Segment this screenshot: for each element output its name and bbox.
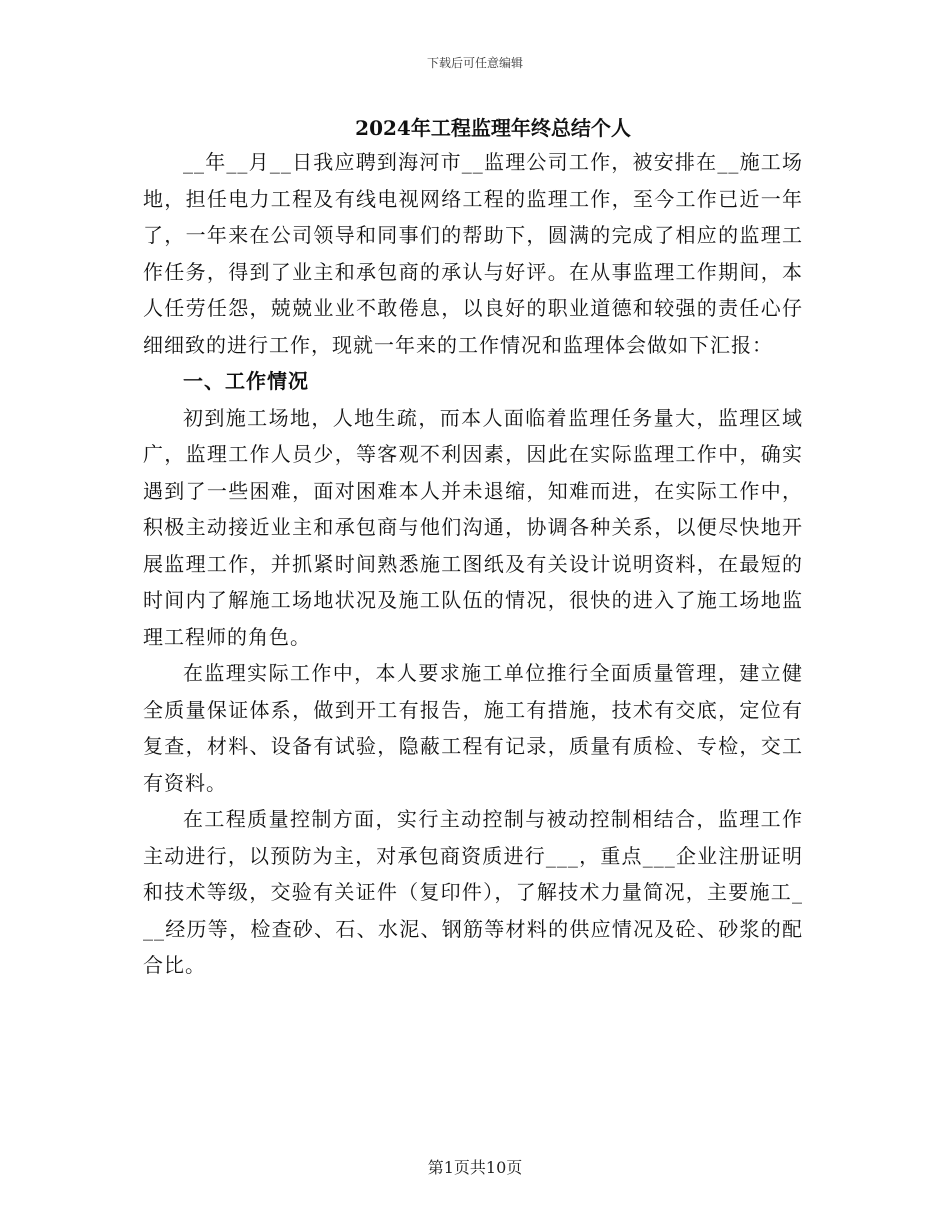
section-heading-work-status: 一、工作情况 bbox=[183, 369, 309, 393]
page-number: 第1页共10页 bbox=[427, 1158, 523, 1177]
download-editable-note: 下载后可任意编辑 bbox=[426, 56, 523, 70]
paragraph-initial-arrival: 初到施工场地，人地生疏，而本人面临着监理任务量大，监理区域广，监理工作人员少，等客观不利因素，因此在实际监理工作中，确实遇到了一些困难，面对困难本人并未退缩，知难而进，在实际工作中，积极主动接近业主和承包商与他们沟通，协调各种关系，以便尽快地开展监理工作，并抓紧时间熟悉施工图纸及有关设计说明资料，在最短的时间内了解施工场地状况及施工队伍的情况，很快的进入了施工场地监理工程师的角色。 bbox=[143, 405, 803, 649]
document-body bbox=[143, 112, 803, 984]
paragraph-quality-control: 在工程质量控制方面，实行主动控制与被动控制相结合，监理工作主动进行，以预防为主，对承包商资质进行___，重点___企业注册证明和技术等级，交验有关证件（复印件），了解技术力量简况，主要施工___经历等，检查砂、石、水泥、钢筋等材料的供应情况及砼、砂浆的配合比。 bbox=[143, 807, 803, 977]
intro-paragraph: __年__月__日我应聘到海河市__监理公司工作，被安排在__施工场地，担任电力工程及有线电视网络工程的监理工作，至今工作已近一年了，一年来在公司领导和同事们的帮助下，圆满的完成了相应的监理工作任务，得到了业主和承包商的承认与好评。在从事监理工作期间，本人任劳任怨，兢兢业业不敢倦息，以良好的职业道德和较强的责任心仔细细致的进行工作，现就一年来的工作情况和监理体会做如下汇报： bbox=[143, 150, 803, 357]
paragraph-quality-management: 在监理实际工作中，本人要求施工单位推行全面质量管理，建立健全质量保证体系，做到开工有报告，施工有措施，技术有交底，定位有复查，材料、设备有试验，隐蔽工程有记录，质量有质检、专检，交工有资料。 bbox=[143, 661, 803, 795]
document-title: 2024年工程监理年终总结个人 bbox=[355, 116, 631, 140]
